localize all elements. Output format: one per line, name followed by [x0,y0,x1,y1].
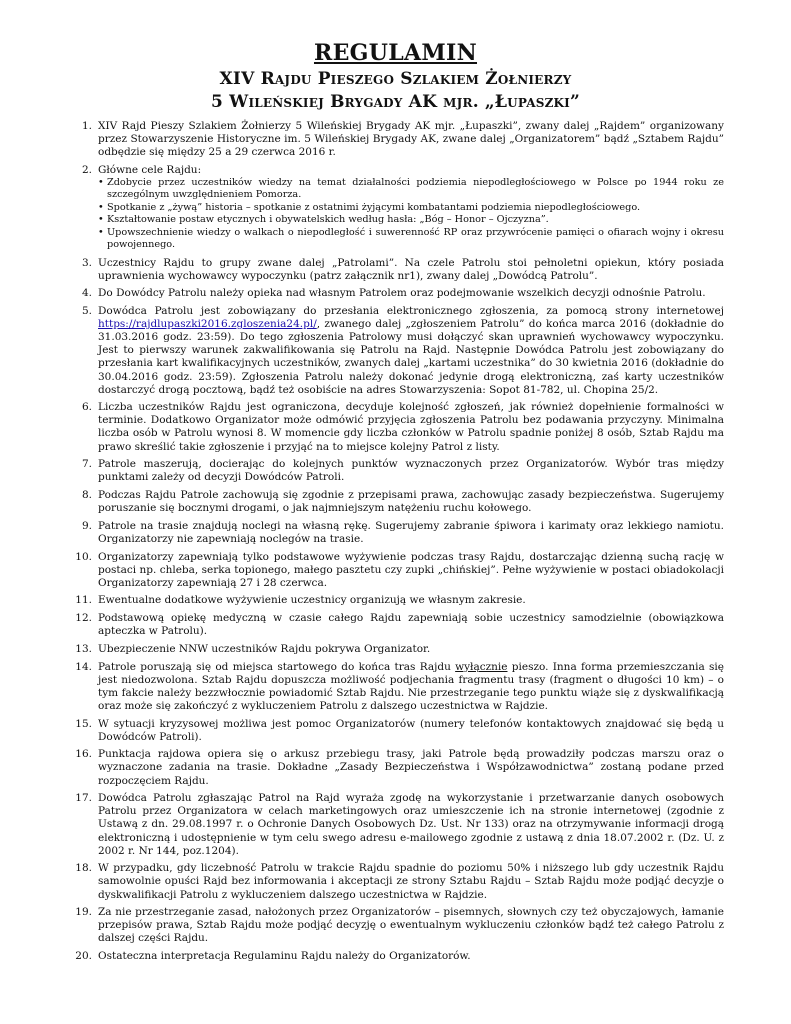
regulation-item-6 [78,401,724,453]
item-text: Ostateczna interpretacja Regulaminu Rajdu należy do Organizatorów. [98,950,471,963]
item-number: 8. [81,489,92,502]
underlined-word: wyłącznie [455,660,508,673]
item-text: XIV Rajd Pieszy Szlakiem Żołnierzy 5 Wileńskiej Brygady AK mjr. „Łupaszki”, zwany dalej „Rajdem” organizowany przez Stowarzyszenie Historyczne im. 5 Wileńskiej Brygady AK, zwane dalej „Organizatorem” bądź „Sztabem Rajdu” odbędzie się między 25 a 29 czerwca 2016 r. [98,120,724,159]
item-number: 15. [75,717,92,730]
regulation-item-4 [78,287,724,300]
goals-list [98,177,724,252]
item-text: Punktacja rajdowa opiera się o arkusz przebiegu trasy, jaki Patrole będą prowadziły podczas marszu oraz o wyznaczone zadania na trasie. Dokładne „Zasady Bezpieczeństwa i Współzawodnictwa” zostaną podane przed rozpoczęciem Rajdu. [98,748,724,787]
bullet-icon: • [98,226,104,238]
item-number: 11. [75,594,92,607]
item-number: 20. [75,950,92,963]
regulation-item-2 [78,164,724,252]
item-number: 10. [75,550,92,563]
goal-item: • Upowszechnienie wiedzy o walkach o niepodległość i suwerenność RP oraz przywrócenie pamięci o ofiarach wojny i okresu powojennego. [98,226,724,251]
item-text: Główne cele Rajdu: [98,163,202,176]
item-number: 1. [81,120,92,132]
regulation-item-18 [75,862,724,901]
item-number: 13. [75,642,92,655]
item-number: 16. [75,748,92,761]
item-number: 19. [75,906,92,919]
bullet-icon: • [98,214,104,226]
goal-item: • Kształtowanie postaw etycznych i obywatelskich według hasła: „Bóg – Honor – Ojczyzna”. [98,214,549,226]
item-text: W sytuacji kryzysowej możliwa jest pomoc Organizatorów (numery telefonów kontaktowych znajdować się będą u Dowódców Patroli). [98,717,724,743]
item-number: 5. [81,305,92,318]
regulations-list [75,120,724,968]
item-text-before-link: Dowódca Patrolu jest zobowiązany do przesłania elektronicznego zgłoszenia, za pomocą strony internetowej [98,305,724,318]
item-number: 2. [81,163,92,176]
regulation-item-16 [75,748,724,787]
document-subtitle-line2: 5 Wileńskiej Brygady AK mjr. „Łupaszki” [211,92,580,112]
item-number: 12. [75,612,92,625]
item-number: 4. [81,287,92,300]
regulation-item-19 [75,906,724,945]
goal-item: • Spotkanie z „żywą” historia – spotkanie z ostatnimi żyjącymi kombatantami podziemia niepodległościowego. [98,201,641,213]
item-text: Dowódca Patrolu zgłaszając Patrol na Rajd wyraża zgodę na wykorzystanie i przetwarzanie danych osobowych Patrolu przez Organizatora w celach marketingowych oraz umieszczenie ich na stronie internetowej (zgodnie z Ustawą z dn. 29.08.1997 r. o Ochronie Danych Osobowych Dz. Ust. Nr 133) oraz na otrzymywanie informacji drogą elektroniczną i udostępnienie w tym celu swego adresu e-mailowego zgodnie z ustawą z dnia 18.07.2002 r. (Dz. U. z 2002 r. Nr 144, poz.1204). [98,792,724,857]
item-text: Do Dowódcy Patrolu należy opieka nad własnym Patrolem oraz podejmowanie wszelkich decyzji odnośnie Patrolu. [98,287,706,300]
item-text: Za nie przestrzeganie zasad, nałożonych przez Organizatorów – pisemnych, słownych czy też obyczajowych, łamanie przepisów prawa, Sztab Rajdu może podjąć decyzję o ewentualnym wykluczeniu członków bądź też całego Patrolu z dalszej części Rajdu. [98,906,724,945]
bullet-icon: • [98,176,104,188]
regulation-item-17 [75,792,724,857]
regulation-item-9 [78,520,724,546]
item-text-after-link: , zwanego dalej „zgłoszeniem Patrolu” do końca marca 2016 (dokładnie do 31.03.2016 godz. 23:59). Do tego zgłoszenia Patrolowy musi dołączyć skan uprawnień wychowawcy wypoczynku. Jest to pierwszy warunek zakwalifikowania się Patrolu na Rajd. Następnie Dowódca Patrolu jest zobowiązany do przesłania kart kwalifikacyjnych uczestników, zwanych dalej „kartami uczestnika” do 30 kwietnia 2016 (dokładnie do 30.04.2016 godz. 23:59). Zgłoszenia Patrolu należy dokonać jedynie drogą elektroniczną, zaś karty uczestników dostarczyć drogą pocztową, bądź też osobiście na adres Stowarzyszenia: Sopot 81-782, ul. Chopina 25/2. [98,318,724,396]
regulation-item-8 [78,489,724,515]
item-text: Liczba uczestników Rajdu jest ograniczona, decyduje kolejność zgłoszeń, jak również dopełnienie formalności w terminie. Dodatkowo Organizator może odmówić przyjęcia zgłoszenia Patrolu bez podawania przyczyny. Minimalna liczba osób w Patrolu wynosi 8. W momencie gdy liczba członków w Patrolu spadnie poniżej 8 osób, Sztab Rajdu ma prawo skreślić takie zgłoszenie i przyjąć na to miejsce kolejny Patrol z listy. [98,401,724,453]
regulation-item-5 [78,305,724,397]
regulation-item-11 [75,594,724,607]
regulation-item-10 [75,550,724,590]
item-number: 7. [81,458,92,471]
regulation-item-15 [75,717,724,744]
item-text: Podczas Rajdu Patrole zachowują się zgodnie z przepisami prawa, zachowując zasady bezpieczeństwa. Sugerujemy poruszanie się bocznymi drogami, o jak najmniejszym natężeniu ruchu kołowego. [98,489,724,515]
item-text: Organizatorzy zapewniają tylko podstawowe wyżywienie podczas trasy Rajdu, dostarczając dzienną suchą rację w postaci np. chleba, serka topionego, małego pasztetu czy zupki „chińskiej”. Pełne wyżywienie w postaci obiadokolacji Organizatorzy zapewniają 27 i 28 czerwca. [98,550,724,589]
item-text: Patrole na trasie znajdują noclegi na własną rękę. Sugerujemy zabranie śpiwora i karimaty oraz lekkiego namiotu. Organizatorzy nie zapewniają noclegów na trasie. [98,519,724,545]
item-text: Ewentualne dodatkowe wyżywienie uczestnicy organizują we własnym zakresie. [98,594,526,607]
item-number: 17. [75,792,92,805]
item-number: 18. [75,862,92,875]
document-subtitle-line1: XIV Rajdu Pieszego Szlakiem Żołnierzy [219,69,572,89]
item-text: Uczestnicy Rajdu to grupy zwane dalej „Patrolami”. Na czele Patrolu stoi pełnoletni opiekun, który posiada uprawnienia wychowawcy wypoczynku (patrz załącznik nr1), zwany dalej „Dowódcą Patrolu”. [98,256,724,282]
regulation-item-7 [78,458,724,484]
item-text: W przypadku, gdy liczebność Patrolu w trakcie Rajdu spadnie do poziomu 50% i niższego lub gdy uczestnik Rajdu samowolnie opuści Rajd bez informowania i akceptacji ze strony Sztabu Rajdu – Sztab Rajdu może podjąć decyzje o dyskwalifikacji Patrolu z wykluczeniem dalszego uczestnictwa w Rajdzie. [98,862,724,901]
item-number: 6. [81,401,92,414]
regulation-item-12 [75,612,724,638]
item-text: Ubezpieczenie NNW uczestników Rajdu pokrywa Organizator. [98,642,431,655]
regulation-item-13 [75,642,724,656]
registration-link[interactable]: https://rajdlupaszki2016.zgloszenia24.pl/ [98,318,317,331]
goal-item: • Zdobycie przez uczestników wiedzy na temat działalności podziemia niepodległościowego w Polsce po 1944 roku ze szczególnym uwzględnieniem Pomorza. [98,176,724,201]
regulation-item-3 [78,257,724,283]
item-text-after-underline: pieszo. Inna forma przemieszczania się jest niedozwolona. Sztab Rajdu dopuszcza możliwość podjechania fragmentu trasy (fragment o długości 10 km) – o tym fakcie należy bezzwłocznie powiadomić Sztab Rajdu. Nie przestrzeganie tego punktu wiąże się z dyskwalifikacją oraz może się zakończyć z wykluczeniem Patrolu z dalszego uczestnictwa w Rajdzie. [98,660,724,712]
document-title: REGULAMIN [313,40,478,66]
regulation-item-1 [78,120,724,159]
regulation-item-20 [75,950,724,963]
bullet-icon: • [98,201,104,213]
item-text: Patrole maszerują, docierając do kolejnych punktów wyznaczonych przez Organizatorów. Wybór tras między punktami zależy od decyzji Dowódców Patroli. [98,458,724,484]
item-number: 14. [75,660,92,673]
item-number: 9. [81,519,92,532]
regulation-item-14 [75,660,724,713]
item-number: 3. [81,256,92,269]
item-text: Podstawową opiekę medyczną w czasie całego Rajdu zapewniają sobie uczestnicy samodzielnie (obowiązkowa apteczka w Patrolu). [98,612,724,638]
item-text-before-underline: Patrole poruszają się od miejsca startowego do końca tras Rajdu [98,660,456,673]
